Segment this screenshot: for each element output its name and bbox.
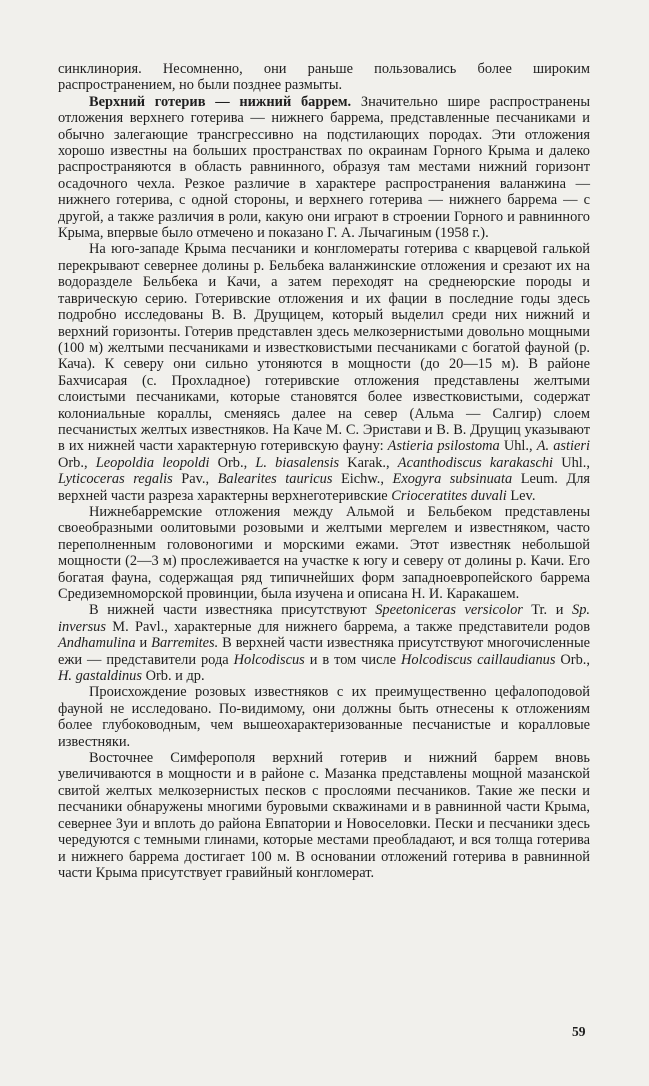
text-run: Происхождение розовых известняков с их преимущественно цефалоподовой фауной не исследовано. По-видимому, они должны быть отнесены к отложениям более глубоководным, чем вышеохарактеризованные песчанистые и коралловые известняки.: [58, 684, 590, 750]
text-run: Нижнебарремские отложения между Альмой и Бельбеком представлены своеобразными оолитовыми розовыми и желтыми мергелем и известняком, часто переполненным головоногими и морскими ежами. Этот известняк небольшой мощности (2—3 м) прослеживается на участке к югу и северу от долины р. Качи. Его богатая фауна, содержащая ряд типичнейших форм западноевропейского баррема Средиземноморской провинции, была изучена и описана Н. И. Каракашем.: [58, 503, 590, 602]
text-run: В верхней части известняка присутствуют многочисленные ежи — представители рода: [58, 635, 590, 668]
text-run: Orb.,: [209, 454, 256, 471]
taxon-name: Holcodiscus caillaudianus: [401, 651, 556, 668]
text-run: Tr. и: [522, 602, 572, 619]
taxon-name: Exogyra subsinuata: [392, 471, 513, 488]
taxon-name: Barremites.: [151, 635, 219, 652]
taxon-name: Lyticoceras regalis: [58, 471, 173, 488]
text-run: и: [135, 635, 152, 652]
taxon-name: Sp. inversus: [58, 602, 590, 635]
text-run: Orb. и др.: [141, 668, 205, 685]
taxon-name: Crioceratites duvali: [391, 487, 507, 504]
paragraph: [58, 61, 590, 94]
text-run: синклинория. Несомненно, они раньше пользовались более широким распространением, но были позднее размыты.: [58, 61, 590, 94]
taxon-name: Leopoldia leopoldi: [95, 454, 210, 471]
text-run: Karak.,: [339, 454, 398, 471]
text-run: В нижней части известняка присутствуют: [89, 602, 376, 619]
paragraph: [58, 94, 590, 242]
taxon-name: Speetoniceras versicolor: [375, 602, 523, 619]
taxon-name: Balearites tauricus: [217, 471, 333, 488]
taxon-name: A. astieri: [536, 438, 590, 455]
text-run: На юго-западе Крыма песчаники и конгломераты готерива с кварцевой галькой перекрывают севернее долины р. Бельбека валанжинские отложения и срезают их на водоразделе Бельбека и Качи, а затем переходят на среднеюрские породы и таврическую серию. Готеривские отложения и их фации в последние годы здесь подробно исследованы В. В. Друщицем, который выделил среди них нижний и верхний горизонты. Готерив представлен здесь мелкозернистыми довольно мощными (100 м) желтыми песчаниками и известковистыми песчаниками с богатой фауной (р. Кача). К северу они сильно утоняются в мощности (до 20—15 м). В районе Бахчисарая (с. Прохладное) готеривские отложения представлены желтыми слоистыми песчаниками, которые становятся более известковистыми, содержат колониальные кораллы, сменяясь далее на север (Альма — Салгир) слоем песчанистых желтых известняков. На Каче М. С. Эристави и В. В. Друщиц указывают в их нижней части характерную готеривскую фауну:: [58, 241, 590, 455]
paragraph: [58, 504, 590, 602]
text-run: Uhl.,: [553, 454, 590, 471]
text-run: и в том числе: [304, 651, 402, 668]
text-run: Leum. Для верхней части разреза характерны верхнеготеривские: [58, 471, 591, 504]
body-text: [58, 61, 590, 881]
paragraph: [58, 241, 590, 504]
text-run: Uhl.,: [499, 438, 537, 455]
paragraph: [58, 602, 590, 684]
text-run: Orb.,: [58, 454, 96, 471]
taxon-name: Andhamulina: [58, 635, 136, 652]
text-run: Восточнее Симферополя верхний готерив и нижний баррем вновь увеличиваются в мощности и в районе с. Мазанка представлены мощной мазанской свитой желтых мелкозернистых песков с прослоями песчаников. Такие же пески и песчаники обнаружены многими буровыми скважинами и в равнинной части Крыма, севернее Зуи и вплоть до района Евпатории и Новоселовки. Пески и песчаники здесь чередуются с темными глинами, которые местами преобладают, и вся толща готерива и нижнего баррема достигает 100 м. В основании отложений готерива в равнинной части Крыма присутствует гравийный конгломерат.: [58, 750, 590, 881]
page-number: 59: [572, 1024, 586, 1039]
taxon-name: Astieria psilostoma: [387, 438, 500, 455]
paragraph: [58, 684, 590, 750]
taxon-name: Acanthodiscus karakaschi: [397, 454, 554, 471]
taxon-name: H. gastaldinus: [58, 668, 142, 685]
text-run: M. Pavl., характерные для нижнего баррема, а также представители родов: [105, 618, 590, 635]
text-run: Lev.: [506, 487, 536, 504]
text-run: Pav.,: [172, 471, 218, 488]
text-run: Eichw.,: [332, 471, 393, 488]
text-run: Orb.,: [555, 651, 590, 668]
paragraph: [58, 750, 590, 881]
section-heading: Верхний готерив — нижний баррем.: [89, 93, 352, 110]
taxon-name: L. biasalensis: [255, 454, 340, 471]
taxon-name: Holcodiscus: [233, 651, 305, 668]
text-run: Значительно шире распространены отложения верхнего готерива — нижнего баррема, представленные песчаниками и обычно залегающие трансгрессивно на подстилающих породах. Эти отложения хорошо известны на больших пространствах по окраинам Горного Крыма и далеко распространяются в область равнинного, образуя там местами нижний горизонт осадочного чехла. Резкое различие в характере распространения валанжина — нижнего готерива, с одной стороны, и верхнего готерива — нижнего баррема — с другой, а также различия в роли, какую они играют в строении Горного и равнинного Крыма, впервые было отмечено и показано Г. А. Лычагиным (1958 г.).: [58, 93, 590, 242]
